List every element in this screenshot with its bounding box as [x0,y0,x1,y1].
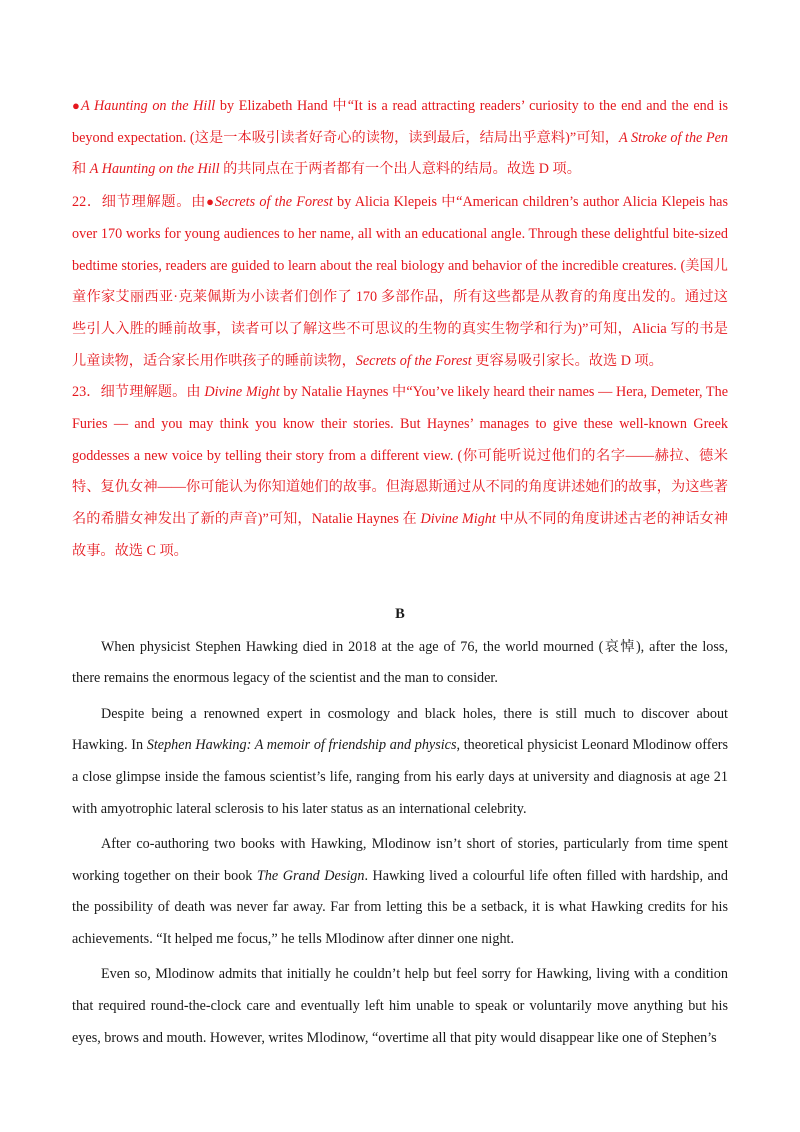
book-title: Stephen Hawking: A memoir of friendship and physics [146,737,457,754]
section-heading: B [395,605,405,622]
book-title: The Grand Design [256,867,365,884]
book-title: Divine Might [420,511,496,528]
bullet-icon: ● [206,194,215,210]
book-title: Secrets of the Forest [355,352,472,369]
answer-text: 更容易吸引家长。故选 D 项。 [471,352,663,369]
passage-paragraph-2 [72,699,728,825]
answer-text: by Alicia Klepeis 中“American children’s author Alicia Klepeis has over 170 works for young audiences to her name, all with an educational angle. Through these delightful bite-sized bedtime stories, readers are guided to learn about the real biology and behavior of the incredible creatures. (美国儿童作家艾丽西亚·克莱佩斯为小读者们创作了 170 多部作品，所有这些都是从教育的角度出发的。通过这些引人入胜的睡前故事，读者可以了解这些不可思议的生物的真实生物学和行为)”可知，Alicia 写的书是儿童读物，适合家长用作哄孩子的睡前读物， [72,194,728,369]
passage-paragraph-1: When physicist Stephen Hawking died in 2018 at the age of 76, the world mourned (哀悼), after the loss, there remains the enormous legacy of the scientist and the man to consider. [72,638,728,687]
paragraph-text: Despite being a renowned expert in cosmology and black holes, there is still much to discover about Hawking. In [72,705,728,754]
answer-text: by Elizabeth Hand 中“It is a read attracting readers’ curiosity to the end and the end is beyond expectation. (这是一本吸引读者好奇心的读物，读到最后，结局出乎意料)”可知， [72,98,729,146]
book-title: A Haunting on the Hill [89,161,220,178]
answer-text: 和 [72,161,90,178]
answer-text: by Natalie Haynes 中“You’ve likely heard their names — Hera, Demeter, The Furies — and you may think you know their stories. But Haynes’ manages to give these well-known Greek goddesses a new voice by telling their story from a different view. (你可能听说过他们的名字——赫拉、德米特、复仇女神——你可能认为你知道她们的故事。但海恩斯通过从不同的角度讲述她们的故事，为这些著名的希腊女神发出了新的声音)”可知，Natalie Haynes 在 [72,384,728,528]
paragraph-text: After co-authoring two books with Hawking, Mlodinow isn’t short of stories, particularly from time spent working together on their book [72,836,728,884]
answer-number: 23．细节理解题。由 [72,384,205,401]
answer-explanations [72,90,728,568]
book-title: A Stroke of the Pen [619,129,729,146]
answer-23 [72,377,728,567]
bullet-icon: ● [72,98,81,113]
answer-text: 中从不同的角度讲述古老的神话女神故事。故选 C 项。 [72,511,728,559]
paragraph-text: . Hawking lived a colourful life often filled with hardship, and the possibility of death was never far away. Far from letting this be a setback, it is what Hawking credits for his achievements. “It helped me focus,” he tells Mlodinow after dinner one night. [72,867,728,947]
answer-number: 22．细节理解题。由 [72,194,207,211]
answer-22 [72,186,728,377]
reading-passage [72,632,728,1055]
passage-paragraph-3 [72,829,728,955]
paragraph-text: , theoretical physicist Leonard Mlodinow offers a close glimpse inside the famous scientist’s life, ranging from his early days at university and diagnosis at age 21 with amyotrophic lateral sclerosis to his later status as an international celebrity. [72,737,728,817]
book-title: A Haunting on the Hill [80,98,216,114]
document-page [72,90,728,1058]
answer-text: 的共同点在于两者都有一个出人意料的结局。故选 D 项。 [219,161,581,178]
passage-paragraph-4: Even so, Mlodinow admits that initially he couldn’t help but feel sorry for Hawking, living with a condition that required round-the-clock care and eventually left him unable to speak or voluntarily move anything but his eyes, brows and mouth. However, writes Mlodinow, “overtime all that pity would disappear like one of Stephen’s [72,966,728,1046]
answer-21-tail [72,90,728,186]
book-title: Secrets of the Forest [214,194,333,211]
book-title: Divine Might [204,384,280,401]
